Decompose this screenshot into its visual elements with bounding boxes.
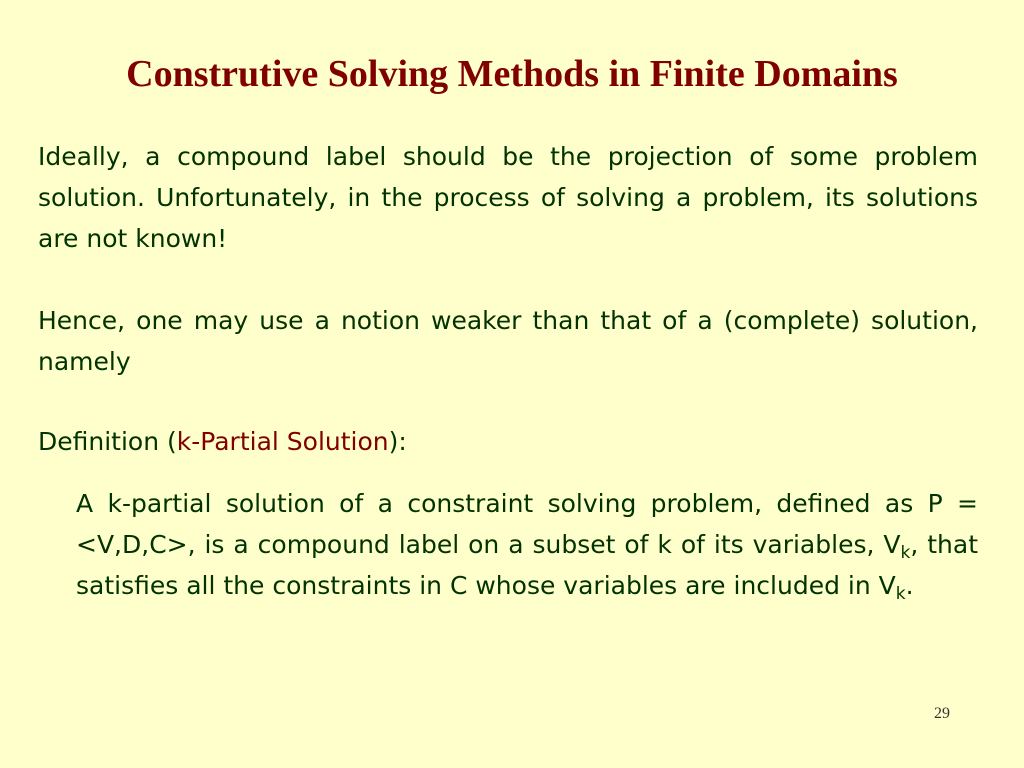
slide-title: Construtive Solving Methods in Finite Domains — [126, 53, 898, 95]
paragraph-1: Ideally, a compound label should be the projection of some problem solution. Unfortunately, in the process of solving a problem, its solutions are not known! — [38, 142, 978, 253]
subscript-k-1: k — [900, 543, 911, 563]
definition-prefix: Definition ( — [38, 427, 177, 456]
definition-body-part-1: A k-partial solution of a constraint solving problem, defined as P = <V,D,C>, is a compound label on a subset of k of its variables, V — [76, 489, 978, 559]
definition-heading — [38, 421, 978, 462]
definition-suffix: ): — [388, 427, 407, 456]
definition-term: k-Partial Solution — [176, 427, 389, 456]
definition-body-part-2: , that satisfies all the constraints in C whose variables are included in V — [76, 530, 979, 600]
definition-body — [76, 483, 978, 606]
subscript-k-2: k — [895, 584, 906, 604]
page-number: 29 — [934, 705, 950, 722]
definition-body-part-3: . — [905, 571, 914, 600]
paragraph-2: Hence, one may use a notion weaker than that of a (complete) solution, namely — [38, 306, 978, 376]
